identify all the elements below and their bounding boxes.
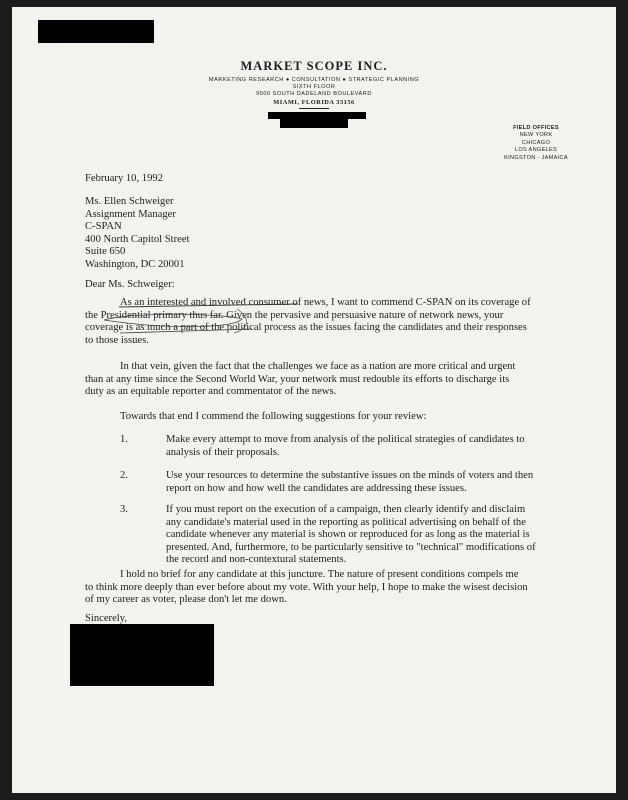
paragraph-line: I hold no brief for any candidate at this juncture. The nature of present conditions compels me — [120, 569, 519, 580]
letter-date: February 10, 1992 — [85, 173, 163, 184]
paragraph-line: As an interested and involved consumer of news, I want to commend C-SPAN on its coverage of — [120, 297, 531, 308]
letterhead — [12, 59, 616, 109]
paragraph-line: of my career as voter, please don't let me down. — [85, 594, 287, 606]
paragraph-line: to those issues. — [85, 334, 149, 346]
paragraph-line: In that vein, given the fact that the challenges we face as a nation are more critical and urgent — [120, 361, 516, 372]
company-floor: SIXTH FLOOR — [292, 84, 336, 91]
recipient-line: Suite 650 — [85, 246, 126, 258]
paragraph-line: than at any time since the Second World War, your network must redouble its efforts to discharge its — [85, 373, 510, 385]
paragraph-2 — [85, 361, 557, 399]
suggestion-number: 3. — [120, 504, 128, 515]
suggestion-line: analysis of their proposals. — [166, 446, 280, 458]
letterhead-rule — [299, 108, 329, 109]
paragraph-line: duty as an equitable reporter and commentator of the news. — [85, 386, 337, 398]
redaction-letterhead-2 — [280, 119, 348, 128]
company-street: 9500 SOUTH DADELAND BOULEVARD — [256, 91, 372, 98]
closing-paragraph — [85, 569, 557, 607]
company-services: MARKETING RESEARCH ● CONSULTATION ● STRATEGIC PLANNING — [208, 77, 420, 83]
suggestion-line: the record and non-contextural statements. — [166, 554, 347, 566]
paragraph-3 — [85, 411, 557, 424]
suggestion-number: 2. — [120, 470, 128, 481]
redaction-signature — [70, 624, 214, 686]
signoff: Sincerely, — [85, 613, 127, 624]
redaction-top-left — [38, 20, 154, 43]
paragraph-line: the Presidential primary thus far. Given the pervasive and persuasive nature of network news, your — [85, 309, 504, 321]
recipient-line: Assignment Manager — [85, 208, 176, 220]
suggestion-line: If you must report on the execution of a campaign, then clearly identify and disclaim — [166, 504, 526, 515]
field-offices — [496, 125, 576, 162]
recipient-line: Washington, DC 20001 — [85, 258, 185, 270]
suggestion-line: Use your resources to determine the substantive issues on the minds of voters and then — [166, 470, 534, 481]
field-office-city: CHICAGO — [521, 139, 551, 146]
redaction-letterhead-1 — [268, 112, 366, 119]
salutation: Dear Ms. Schweiger: — [85, 279, 175, 290]
field-offices-title: FIELD OFFICES — [513, 125, 559, 131]
field-office-city: KINGSTON - JAMAICA — [504, 154, 568, 161]
suggestion-line: candidate whenever any material is shown or reproduced for as long as the material is — [166, 529, 530, 541]
paragraph-1 — [85, 297, 557, 347]
suggestion-number: 1. — [120, 434, 128, 445]
recipient-block — [85, 196, 557, 272]
company-city: MIAMI, FLORIDA 33156 — [273, 98, 355, 106]
recipient-line: C-SPAN — [85, 221, 122, 233]
paragraph-line: coverage is as much a part of the political process as the issues facing the candidates and their responses — [85, 322, 527, 334]
suggestion-line: presented. And, furthermore, to be particularly sensitive to "technical" modifications of — [166, 541, 536, 553]
suggestion-line: Make every attempt to move from analysis of the political strategies of candidates to — [166, 434, 525, 445]
paragraph-line: to think more deeply than ever before about my vote. With your help, I hope to make the wisest decision — [85, 581, 528, 593]
paragraph-line: Towards that end I commend the following suggestions for your review: — [120, 411, 427, 422]
recipient-line: 400 North Capitol Street — [85, 233, 190, 245]
recipient-line: Ms. Ellen Schweiger — [85, 196, 174, 207]
letter-page — [12, 7, 616, 793]
suggestion-line: any candidate's material used in the reporting as political advertising on behalf of the — [166, 516, 526, 528]
suggestion-line: report on how and how well the candidates are addressing these issues. — [166, 482, 467, 494]
company-name: MARKET SCOPE INC. — [240, 59, 388, 73]
field-office-city: LOS ANGELES — [514, 147, 558, 154]
field-office-city: NEW YORK — [519, 132, 553, 139]
